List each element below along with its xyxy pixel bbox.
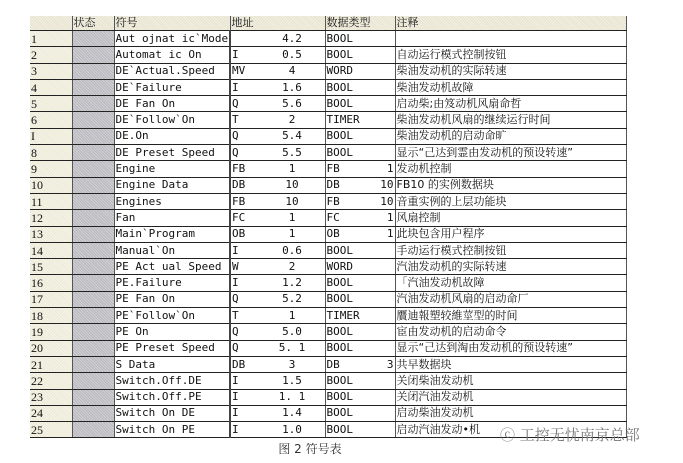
table-row[interactable] bbox=[30, 324, 626, 340]
address-cell[interactable] bbox=[230, 405, 325, 421]
table-row[interactable] bbox=[30, 275, 626, 291]
address-value: 3 bbox=[288, 357, 296, 371]
status-cell bbox=[72, 79, 114, 95]
row-number: 5 bbox=[30, 96, 72, 112]
row-number: 16 bbox=[30, 275, 72, 291]
status-cell bbox=[72, 308, 114, 324]
status-cell bbox=[72, 145, 114, 161]
address-cell[interactable] bbox=[230, 275, 325, 291]
address-cell[interactable] bbox=[230, 373, 325, 389]
comment-cell[interactable]: 「汽油发动机故障 bbox=[395, 275, 626, 291]
row-number: 19 bbox=[30, 324, 72, 340]
data-type: BOOL bbox=[326, 324, 353, 338]
status-cell bbox=[72, 340, 114, 356]
address-operand: Q bbox=[232, 292, 239, 306]
address-cell[interactable] bbox=[230, 177, 325, 193]
symbol-cell[interactable]: Manual`On bbox=[114, 242, 230, 258]
row-number: 8 bbox=[30, 145, 72, 161]
table-row[interactable] bbox=[30, 112, 626, 128]
data-type: DB bbox=[326, 178, 340, 192]
table-row[interactable] bbox=[30, 63, 626, 79]
data-type: BOOL bbox=[326, 292, 353, 306]
address-operand bbox=[232, 32, 272, 46]
comment-cell[interactable]: 柴油发动机故障 bbox=[395, 79, 626, 95]
type-cell[interactable] bbox=[325, 79, 395, 95]
status-cell bbox=[72, 373, 114, 389]
address-operand: T bbox=[232, 308, 239, 322]
table-row[interactable] bbox=[30, 161, 626, 177]
address-cell[interactable] bbox=[230, 145, 325, 161]
symbol-cell[interactable]: Switch.Off.DE bbox=[114, 373, 230, 389]
type-cell[interactable] bbox=[325, 340, 395, 356]
address-operand: I bbox=[232, 373, 239, 387]
data-type: BOOL bbox=[326, 96, 353, 110]
symbol-cell[interactable]: Switch On PE bbox=[114, 422, 230, 438]
comment-cell[interactable]: 启动柴油发动机 bbox=[395, 405, 626, 421]
symbol-cell[interactable]: Engine bbox=[114, 161, 230, 177]
header-comment: 注释 bbox=[395, 16, 626, 31]
status-cell bbox=[72, 63, 114, 79]
status-cell bbox=[72, 389, 114, 405]
type-cell[interactable] bbox=[325, 96, 395, 112]
status-cell bbox=[72, 275, 114, 291]
comment-cell[interactable]: 手动运行模式控制按钮 bbox=[395, 242, 626, 258]
type-cell[interactable] bbox=[325, 63, 395, 79]
table-row[interactable] bbox=[30, 79, 626, 95]
address-value: 10 bbox=[285, 178, 299, 192]
type-cell[interactable] bbox=[325, 405, 395, 421]
address-cell[interactable] bbox=[230, 291, 325, 307]
address-cell[interactable] bbox=[230, 112, 325, 128]
data-type: FB bbox=[326, 162, 340, 176]
symbol-cell[interactable]: Aut ojnat ic`Mode bbox=[114, 31, 230, 47]
data-type: BOOL bbox=[326, 243, 353, 257]
address-operand: I bbox=[232, 276, 239, 290]
address-value: 2 bbox=[288, 113, 296, 127]
table-row[interactable] bbox=[30, 226, 626, 242]
address-value: 5.6 bbox=[282, 96, 302, 110]
address-value: 5. 1 bbox=[278, 341, 306, 355]
data-type: TIMER bbox=[326, 308, 360, 322]
row-number: 6 bbox=[30, 112, 72, 128]
address-cell[interactable] bbox=[230, 389, 325, 405]
comment-cell[interactable] bbox=[395, 31, 626, 47]
type-cell[interactable] bbox=[325, 422, 395, 438]
table-row[interactable] bbox=[30, 145, 626, 161]
comment-cell[interactable]: 汽油发动机风扇的启动命厂 bbox=[395, 291, 626, 307]
address-value: 4.2 bbox=[282, 31, 302, 45]
figure-caption: 图 2 符号表 bbox=[278, 442, 342, 456]
row-number: 25 bbox=[30, 422, 72, 438]
type-cell[interactable] bbox=[325, 275, 395, 291]
type-number: 1 bbox=[386, 210, 394, 224]
row-number: 1 bbox=[30, 31, 72, 47]
symbol-cell[interactable]: PE`Follow`On bbox=[114, 308, 230, 324]
row-number: 23 bbox=[30, 389, 72, 405]
comment-cell[interactable]: 此块包含用户程序 bbox=[395, 226, 626, 242]
data-type: BOOL bbox=[326, 373, 353, 387]
row-number: 12 bbox=[30, 210, 72, 226]
address-cell[interactable] bbox=[230, 259, 325, 275]
header-row bbox=[30, 16, 626, 31]
data-type: BOOL bbox=[326, 390, 353, 404]
address-operand: Q bbox=[232, 341, 239, 355]
address-value: 1.5 bbox=[282, 373, 302, 387]
row-number: 20 bbox=[30, 340, 72, 356]
address-operand: I bbox=[232, 80, 239, 94]
type-cell[interactable] bbox=[325, 31, 395, 47]
comment-cell[interactable]: 风扇控制 bbox=[395, 210, 626, 226]
row-number: 13 bbox=[30, 226, 72, 242]
symbol-cell[interactable]: Engine Data bbox=[114, 177, 230, 193]
address-value: 5.5 bbox=[282, 145, 302, 159]
row-number: 11 bbox=[30, 193, 72, 209]
wechat-icon: ⓒ bbox=[500, 426, 520, 444]
address-operand: DB bbox=[232, 357, 246, 371]
address-cell[interactable] bbox=[230, 242, 325, 258]
data-type: BOOL bbox=[326, 406, 353, 420]
symbol-cell[interactable]: S Data bbox=[114, 356, 230, 372]
data-type: BOOL bbox=[326, 341, 353, 355]
address-value: 1.6 bbox=[282, 80, 302, 94]
status-cell bbox=[72, 324, 114, 340]
row-number: 14 bbox=[30, 242, 72, 258]
symbol-cell[interactable]: Switch On DE bbox=[114, 405, 230, 421]
status-cell bbox=[72, 193, 114, 209]
type-number: 3 bbox=[386, 357, 394, 371]
address-operand: Q bbox=[232, 145, 239, 159]
symbol-cell[interactable]: DE Fan On bbox=[114, 96, 230, 112]
type-cell[interactable] bbox=[325, 210, 395, 226]
data-type: FC bbox=[326, 210, 340, 224]
table-row[interactable] bbox=[30, 373, 626, 389]
address-operand: T bbox=[232, 113, 239, 127]
table-row[interactable] bbox=[30, 242, 626, 258]
comment-cell[interactable]: 启动汽油发动•机 bbox=[395, 422, 626, 438]
header-symbol: 符号 bbox=[114, 16, 230, 31]
header-address: 地址 bbox=[230, 16, 325, 31]
comment-cell[interactable]: 宦由发动机的启动命令 bbox=[395, 324, 626, 340]
address-value: 5.0 bbox=[282, 324, 302, 338]
table-row[interactable] bbox=[30, 389, 626, 405]
type-cell[interactable] bbox=[325, 259, 395, 275]
table-row[interactable] bbox=[30, 308, 626, 324]
comment-cell[interactable]: 柴油发动机风扇的继续运行时间 bbox=[395, 112, 626, 128]
data-type: OB bbox=[326, 227, 340, 241]
table-row[interactable] bbox=[30, 47, 626, 63]
address-value: 1 bbox=[288, 210, 296, 224]
type-number: 10 bbox=[380, 178, 394, 192]
address-value: 1.0 bbox=[282, 422, 302, 436]
status-cell bbox=[72, 356, 114, 372]
type-number: 1 bbox=[386, 162, 394, 176]
address-operand: FB bbox=[232, 162, 246, 176]
address-value: 10 bbox=[285, 194, 299, 208]
symbol-cell[interactable]: Engines bbox=[114, 193, 230, 209]
address-cell[interactable] bbox=[230, 193, 325, 209]
status-cell bbox=[72, 161, 114, 177]
table-row[interactable] bbox=[30, 210, 626, 226]
address-operand: Q bbox=[232, 324, 239, 338]
data-type: DB bbox=[326, 357, 340, 371]
status-cell bbox=[72, 291, 114, 307]
address-operand: I bbox=[232, 243, 239, 257]
address-operand: Q bbox=[232, 96, 239, 110]
data-type: TIMER bbox=[326, 113, 360, 127]
address-value: 1. 1 bbox=[278, 390, 306, 404]
type-cell[interactable] bbox=[325, 161, 395, 177]
row-number: 2 bbox=[30, 47, 72, 63]
watermark-text: 工控无忧南京总部 bbox=[519, 426, 640, 444]
status-cell bbox=[72, 31, 114, 47]
address-cell[interactable] bbox=[230, 47, 325, 63]
status-cell bbox=[72, 47, 114, 63]
table-row[interactable] bbox=[30, 31, 626, 47]
comment-cell[interactable]: 柴油发动机的启动命旷 bbox=[395, 128, 626, 144]
symbol-cell[interactable]: Switch.Off.PE bbox=[114, 389, 230, 405]
address-operand: I bbox=[232, 406, 239, 420]
data-type: BOOL bbox=[326, 31, 353, 45]
row-number: I bbox=[30, 128, 72, 144]
address-cell[interactable] bbox=[230, 356, 325, 372]
type-cell[interactable] bbox=[325, 242, 395, 258]
address-value: 5.4 bbox=[282, 129, 302, 143]
symbol-cell[interactable]: DE`Follow`On bbox=[114, 112, 230, 128]
data-type: WORD bbox=[326, 259, 353, 273]
comment-cell[interactable]: 汽油发动机的实际转速 bbox=[395, 259, 626, 275]
data-type: BOOL bbox=[326, 47, 353, 61]
type-cell[interactable] bbox=[325, 47, 395, 63]
status-cell bbox=[72, 128, 114, 144]
status-cell bbox=[72, 96, 114, 112]
table-row[interactable] bbox=[30, 96, 626, 112]
data-type: BOOL bbox=[326, 145, 353, 159]
comment-cell[interactable]: 显示“己达到霊由发动机的预设转速” bbox=[395, 145, 626, 161]
status-cell bbox=[72, 112, 114, 128]
status-cell bbox=[72, 405, 114, 421]
row-number: 24 bbox=[30, 405, 72, 421]
address-value: 4 bbox=[288, 64, 296, 78]
address-cell[interactable] bbox=[230, 226, 325, 242]
address-value: 2 bbox=[288, 259, 296, 273]
symbol-cell[interactable]: PE Act ual Speed bbox=[114, 259, 230, 275]
address-cell[interactable] bbox=[230, 63, 325, 79]
comment-cell[interactable]: 关闭柴油发动机 bbox=[395, 373, 626, 389]
type-cell[interactable] bbox=[325, 177, 395, 193]
type-cell[interactable] bbox=[325, 389, 395, 405]
address-operand: MV bbox=[232, 64, 246, 78]
type-cell[interactable] bbox=[325, 226, 395, 242]
table-row[interactable] bbox=[30, 356, 626, 372]
status-cell bbox=[72, 422, 114, 438]
address-operand: W bbox=[232, 259, 239, 273]
comment-cell[interactable]: 柴油发动机的实际转速 bbox=[395, 63, 626, 79]
address-value: 5.2 bbox=[282, 292, 302, 306]
address-cell[interactable] bbox=[230, 324, 325, 340]
type-number: 1 bbox=[386, 227, 394, 241]
table-row[interactable] bbox=[30, 177, 626, 193]
address-operand: DB bbox=[232, 178, 246, 192]
type-cell[interactable] bbox=[325, 193, 395, 209]
address-value: 1 bbox=[288, 227, 296, 241]
data-type: BOOL bbox=[326, 129, 353, 143]
row-number: 4 bbox=[30, 79, 72, 95]
comment-cell[interactable]: 启动柴;由笈动机风扇命哲 bbox=[395, 96, 626, 112]
status-cell bbox=[72, 177, 114, 193]
comment-cell[interactable]: 贋迪報塑较維莖型的时间 bbox=[395, 308, 626, 324]
symbol-cell[interactable]: DE Preset Speed bbox=[114, 145, 230, 161]
row-number: 22 bbox=[30, 373, 72, 389]
header-status: 状态 bbox=[72, 16, 114, 31]
address-operand: I bbox=[232, 390, 239, 404]
address-value: 1 bbox=[288, 162, 296, 176]
address-operand: OB bbox=[232, 227, 246, 241]
symbol-cell[interactable]: PE.Failure bbox=[114, 275, 230, 291]
type-cell[interactable] bbox=[325, 112, 395, 128]
address-value: 0.5 bbox=[282, 47, 302, 61]
comment-cell[interactable]: 显示“己达到淘由发动机的预设转速” bbox=[395, 340, 626, 356]
address-cell[interactable] bbox=[230, 161, 325, 177]
address-value: 0.6 bbox=[282, 243, 302, 257]
symbol-cell[interactable]: PE Fan On bbox=[114, 291, 230, 307]
type-cell[interactable] bbox=[325, 128, 395, 144]
comment-cell[interactable]: 自动运行模式控制按钮 bbox=[395, 47, 626, 63]
data-type: BOOL bbox=[326, 276, 353, 290]
address-operand: I bbox=[232, 422, 239, 436]
symbol-cell[interactable]: Automat ic On bbox=[114, 47, 230, 63]
address-cell[interactable] bbox=[230, 340, 325, 356]
row-number: 9 bbox=[30, 161, 72, 177]
table-row[interactable] bbox=[30, 405, 626, 421]
symbol-cell[interactable]: DE`Failure bbox=[114, 79, 230, 95]
symbol-cell[interactable]: DE`Actual.Speed bbox=[114, 63, 230, 79]
row-number: 18 bbox=[30, 308, 72, 324]
comment-cell[interactable]: 关闭汽油发动机 bbox=[395, 389, 626, 405]
row-number: 17 bbox=[30, 291, 72, 307]
address-cell[interactable] bbox=[230, 79, 325, 95]
watermark bbox=[500, 424, 640, 445]
table-row[interactable] bbox=[30, 128, 626, 144]
address-cell[interactable] bbox=[230, 31, 325, 47]
symbol-cell[interactable]: PE On bbox=[114, 324, 230, 340]
comment-cell[interactable]: FB10 的实例数据块 bbox=[395, 177, 626, 193]
symbol-cell[interactable]: PE Preset Speed bbox=[114, 340, 230, 356]
data-type: BOOL bbox=[326, 422, 353, 436]
type-cell[interactable] bbox=[325, 145, 395, 161]
row-number: 3 bbox=[30, 63, 72, 79]
address-operand: I bbox=[232, 47, 239, 61]
table-row[interactable] bbox=[30, 193, 626, 209]
symbol-table bbox=[30, 16, 627, 438]
status-cell bbox=[72, 210, 114, 226]
type-cell[interactable] bbox=[325, 308, 395, 324]
status-cell bbox=[72, 242, 114, 258]
data-type: FB bbox=[326, 194, 340, 208]
address-operand: FC bbox=[232, 210, 246, 224]
type-number: 10 bbox=[380, 194, 394, 208]
address-value: 1.2 bbox=[282, 276, 302, 290]
address-cell[interactable] bbox=[230, 308, 325, 324]
address-operand: Q bbox=[232, 129, 239, 143]
row-number: 21 bbox=[30, 356, 72, 372]
row-number: 10 bbox=[30, 177, 72, 193]
table-row[interactable] bbox=[30, 259, 626, 275]
symbol-cell[interactable]: Main`Program bbox=[114, 226, 230, 242]
header-type: 数据类型 bbox=[325, 16, 395, 31]
table-row[interactable] bbox=[30, 291, 626, 307]
header-num bbox=[30, 16, 72, 31]
type-cell[interactable] bbox=[325, 373, 395, 389]
type-cell[interactable] bbox=[325, 324, 395, 340]
type-cell[interactable] bbox=[325, 356, 395, 372]
status-cell bbox=[72, 226, 114, 242]
table-row[interactable] bbox=[30, 340, 626, 356]
comment-cell[interactable]: 共早数据块 bbox=[395, 356, 626, 372]
symbol-cell[interactable]: Fan bbox=[114, 210, 230, 226]
address-cell[interactable] bbox=[230, 422, 325, 438]
status-cell bbox=[72, 259, 114, 275]
symbol-cell[interactable]: DE.On bbox=[114, 128, 230, 144]
address-cell[interactable] bbox=[230, 210, 325, 226]
address-cell[interactable] bbox=[230, 128, 325, 144]
data-type: WORD bbox=[326, 64, 353, 78]
comment-cell[interactable]: 音重实例的上层功能块 bbox=[395, 193, 626, 209]
type-cell[interactable] bbox=[325, 291, 395, 307]
address-operand: FB bbox=[232, 194, 246, 208]
address-cell[interactable] bbox=[230, 96, 325, 112]
data-type: BOOL bbox=[326, 80, 353, 94]
row-number: 15 bbox=[30, 259, 72, 275]
comment-cell[interactable]: 发动机控制 bbox=[395, 161, 626, 177]
address-value: 1 bbox=[288, 308, 296, 322]
address-value: 1.4 bbox=[282, 406, 302, 420]
